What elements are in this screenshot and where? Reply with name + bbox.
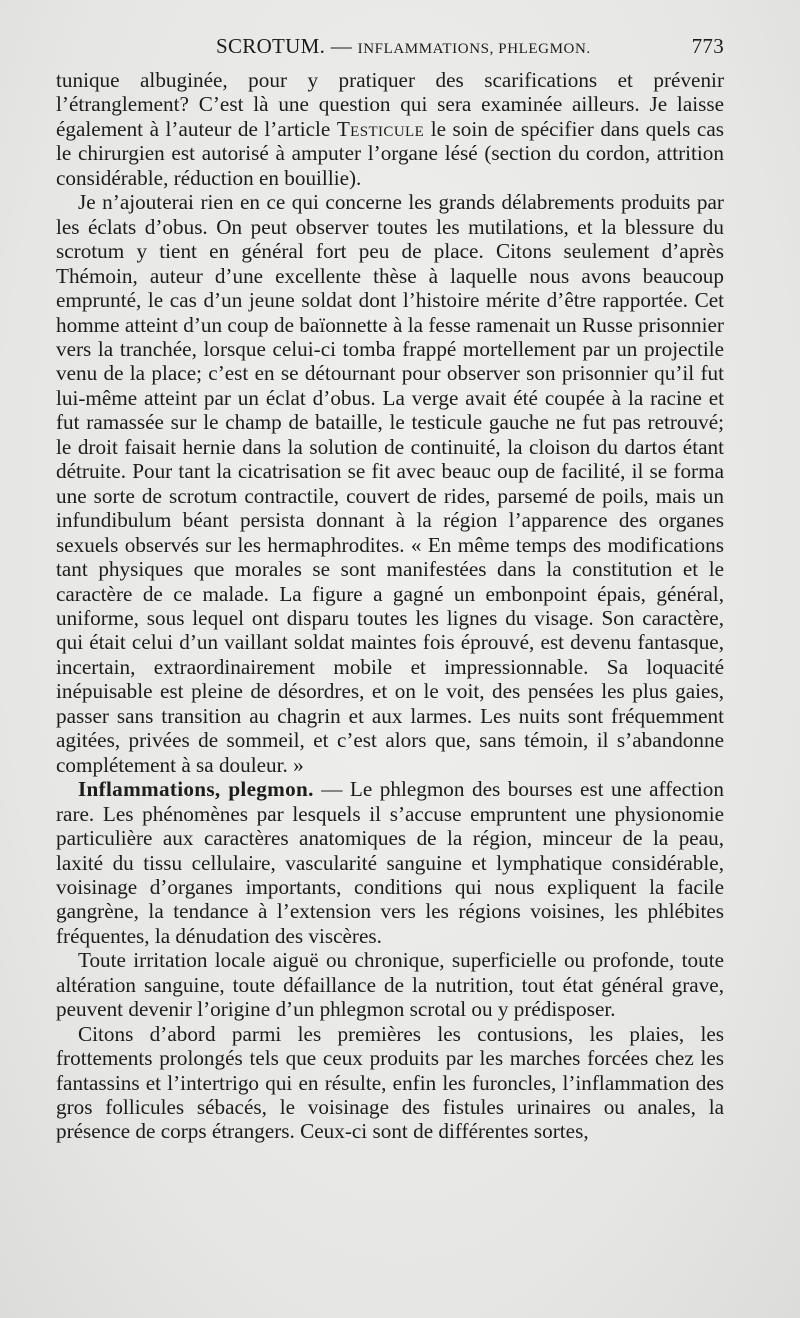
page-number: 773: [691, 34, 724, 58]
section-heading: Inflammations, plegmon.: [78, 777, 314, 802]
body-text: [56, 68, 724, 1144]
running-header: [56, 34, 724, 62]
paragraph: Toute irritation locale aiguë ou chronique, superficielle ou profonde, toute altération sanguine, toute défaillance de la nutrition, tout état général grave, peuvent devenir l’origine d’un phlegmon scrotal ou y prédisposer.: [56, 948, 724, 1022]
paragraph-continued: [56, 68, 724, 190]
header-subtitle: INFLAMMATIONS, PHLEGMON.: [357, 41, 591, 57]
paragraph-text: tunique albuginée, pour y pratiquer des scarifications et prévenir l’étranglement? C’est là une question qui sera examinée ailleurs. Je laisse également à l’auteur de l’article: [56, 68, 724, 141]
paragraph-text: le soin de spécifier dans quels cas le chirurgien est autorisé à amputer l’organe lésé (section du cordon, attrition considérable, réduction en bouillie).: [56, 116, 724, 190]
paragraph-text: — Le phlegmon des bourses est une affection rare. Les phénomènes par lesquels il s’accuse empruntent une physionomie particulière aux caractères anatomiques de la région, minceur de la peau, laxité du tissu cellulaire, vascularité sanguine et lymphatique considérable, voisinage d’organes importants, conditions qui nous expliquent la facile gangrène, la tendance à l’extension vers les régions voisines, les phlébites fréquentes, la dénudation des viscères.: [56, 777, 724, 948]
header-dash: —: [325, 34, 358, 58]
running-title: [216, 34, 591, 59]
paragraph: Je n’ajouterai rien en ce qui concerne les grands délabrements produits par les éclats d’obus. On peut observer toutes les mutilations, et la blessure du scrotum y tient en général fort peu de place. Citons seulement d’après Thémoin, auteur d’une excellente thèse à laquelle nous avons beaucoup emprunté, le cas d’un jeune soldat dont l’histoire mérite d’être rapportée. Cet homme atteint d’un coup de baïonnette à la fesse ramenait un Russe prisonnier vers la tranchée, lorsque celui-ci tomba frappé mortellement par un projectile venu de la place; c’est en se détournant pour observer son prisonnier qu’il fut lui-même atteint par un éclat d’obus. La verge avait été coupée à la racine et fut ramassée sur le champ de bataille, le testicule gauche ne fut pas retrouvé; le droit faisait hernie dans la solution de continuité, la cloison du dartos étant détruite. Pour tant la cicatrisation se fit avec beauc oup de facilité, il se forma une sorte de scrotum contractile, couvert de rides, parsemé de poils, mais un infundibulum béant persista donnant à la région l’apparence des organes sexuels observés sur les hermaphrodites. « En même temps des modifications tant physiques que morales se sont manifestées dans la constitution et le caractère de ce malade. La figure a gagné un embonpoint épais, général, uniforme, sous lequel ont disparu toutes les lignes du visage. Son caractère, qui était celui d’un vaillant soldat maintes fois éprouvé, est devenu fantasque, incertain, extraordinairement mobile et impressionnable. Sa loquacité inépuisable est pleine de désordres, et on le voit, des pensées les plus gaies, passer sans transition au chagrin et aux larmes. Les nuits sont fréquemment agitées, privées de sommeil, et c’est alors que, sans témoin, il s’abandonne complétement à sa douleur. »: [56, 190, 724, 777]
header-title: SCROTUM.: [216, 34, 326, 58]
article-reference: Testicule: [336, 116, 425, 141]
section-paragraph: [56, 777, 724, 948]
paragraph: Citons d’abord parmi les premières les contusions, les plaies, les frottements prolongés tels que ceux produits par les marches forcées chez les fantassins et l’intertrigo qui en résulte, enfin les furoncles, l’inflammation des gros follicules sébacés, le voisinage des fistules urinaires ou anales, la présence de corps étrangers. Ceux-ci sont de différentes sortes,: [56, 1021, 724, 1144]
